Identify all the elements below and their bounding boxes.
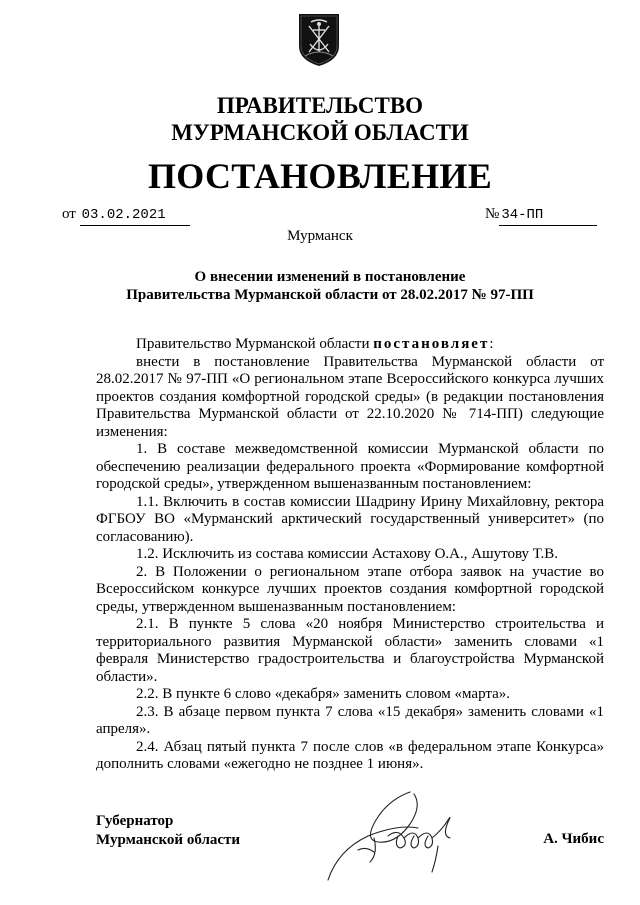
date-prefix: от <box>62 206 76 222</box>
document-title <box>110 268 550 304</box>
date-value: 03.02.2021 <box>80 205 190 226</box>
coat-of-arms-icon <box>297 12 341 68</box>
title-line-1: О внесении изменений в постановление <box>194 269 466 285</box>
handwritten-signature-icon <box>318 780 478 890</box>
paragraph-2: 2. В Положении о региональном этапе отбора заявок на участие во Всероссийском конкурсе лучших проектов создания комфортной городской среды, утвержденном вышеназванным постановлением: <box>96 563 604 615</box>
intro-text: Правительство Мурманской области <box>136 336 374 352</box>
signatory-title-line-2: Мурманской области <box>96 832 241 848</box>
document-number <box>485 204 597 226</box>
paragraph-2-1: 2.1. В пункте 5 слова «20 ноября Министерство строительства и территориального развития Мурманской области» заменить словами «1 февраля Министерство градостроительства и благоустройства Мурманской области». <box>96 616 604 685</box>
paragraph-main: внести в постановление Правительства Мурманской области от 28.02.2017 № 97-ПП «О региональном этапе Всероссийского конкурса лучших проектов создания комфортной городской среды» (в редакции постановления Правительства Мурманской области от 22.10.2020 № 714-ПП) следующие изменения: <box>96 353 604 440</box>
paragraph-1-2: 1.2. Исключить из состава комиссии Астахову О.А., Ашутову Т.В. <box>136 546 558 562</box>
title-line-2: Правительства Мурманской области от 28.02.2017 № 97-ПП <box>126 287 534 303</box>
intro-paragraph <box>96 336 604 354</box>
authority-line-2: МУРМАНСКОЙ ОБЛАСТИ <box>171 120 469 145</box>
document-type: ПОСТАНОВЛЕНИЕ <box>147 156 493 196</box>
paragraph-1: 1. В составе межведомственной комиссии Мурманской области по обеспечению реализации федерального проекта «Формирование комфортной городской среды», утвержденном вышеназванным постановлением: <box>96 441 604 492</box>
signatory-title-line-1: Губернатор <box>96 813 174 829</box>
number-value: 34-ПП <box>499 205 597 226</box>
document-date <box>62 204 190 226</box>
signatory-title <box>96 812 240 850</box>
authority-line-1: ПРАВИТЕЛЬСТВО <box>216 93 424 118</box>
paragraph-2-4: 2.4. Абзац пятый пункта 7 после слов «в федеральном этапе Конкурса» дополнить словами «ежегодно не позднее 1 июня». <box>96 738 604 772</box>
paragraph-2-2: 2.2. В пункте 6 слово «декабря» заменить словом «марта». <box>136 686 511 702</box>
signatory-name: А. Чибис <box>543 831 604 847</box>
decree-word: постановляет <box>373 336 490 352</box>
document-body <box>96 336 604 774</box>
intro-end: : <box>489 336 494 352</box>
paragraph-1-1: 1.1. Включить в состав комиссии Шадрину Ирину Михайловну, ректора ФГБОУ ВО «Мурманский арктический государственный университет» (по согласованию). <box>96 493 604 545</box>
city: Мурманск <box>287 228 353 244</box>
issuing-authority <box>0 92 640 146</box>
number-prefix: № <box>485 206 500 222</box>
paragraph-2-3: 2.3. В абзаце первом пункта 7 слова «15 декабря» заменить словами «1 апреля». <box>96 703 604 737</box>
